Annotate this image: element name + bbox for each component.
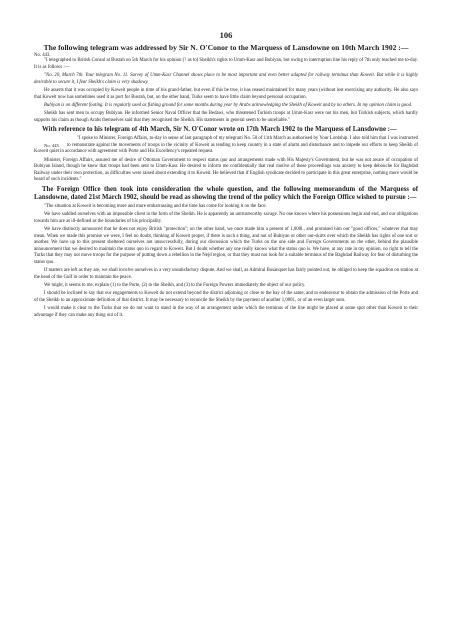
- section-heading: The Foreign Office then took into consideration the whole question, and the following memorandum of the Marquess of Lansdowne, dated 21st March 1902, should be read as showing the trend of the policy which the Foreign Office wished to pursue :—: [34, 185, 418, 202]
- section-memorandum-21-march: [34, 186, 418, 319]
- paragraph: "I telegraphed to British Consul at Busrah on 5th March for his opinion (? as to) Sheikh's rights to Umm-Kasr and Bubiyan, but owing to interruption line his reply of 7th only reached me to-day. It is as follows :—: [34, 58, 418, 70]
- paragraph: I should be inclined to say that our engagements to Koweit do not extend beyond the district adjoining or close to the bay of the same, and to endeavour to obtain the admission of the Porte and of the Sheikh to an approximate definition of that district. It may be necessary to reconcile the Sheikh by the payment of another 1,000l., or of an even larger sum.: [34, 291, 418, 303]
- paragraph: Bubiyan is on different footing. It is regularly used as fishing ground for some months during year by Arabs acknowledging the Sheikh of Koweit and by no others. In my opinion claim is good.: [44, 102, 413, 108]
- page-number: 106: [219, 30, 233, 40]
- document-number: No. 445.: [44, 143, 60, 149]
- section-letter-17-march: [34, 126, 418, 184]
- section-heading: The following telegram was addressed by Sir N. O'Conor to the Marquess of Lansdowne on 10th March 1902 :—: [43, 43, 409, 52]
- paragraph: We have distinctly announced that he does not enjoy British "protection"; on the other hand, we once made him a present of 1,000l., and promised him our "good offices," whatever that may mean. When we made this promise we were, I feel no doubt, thinking of Koweit proper, if there is such a thing, and not of Bubiyan or other out-skirts over which the Sheikh has rights of one sort or another. We have up to this present sheltered ourselves not unsuccessfully, during our discussion which the Turks on the one side and Foreign Governments on the other, behind the plausible announcement that we desired to maintain the status quo in regard to Koweit. But I doubt whether any one really knows what the status quo is. We have, at any rate in my opinion, no right to tell the Turks that they may not move troops for the purpose of putting down a rebellion in the Nejd region, or that they must not look for a suitable terminus of the Baghdad Railway for fear of disturbing the status quo.: [34, 227, 418, 265]
- section-heading: With reference to his telegram of 4th March, Sir N. O'Conor wrote on 17th March 1902 to the Marquess of Lansdowne :—: [42, 126, 397, 134]
- paragraph: Minister, Foreign Affairs, assured me of desire of Ottoman Government to respect status quo and arrangements made with His Majesty's Government, but he was not aware of occupation of Bubiyan Island, though he knew that troops had been sent to Umm-Kasr. He desired to inform me confidentially that real motive of these proceedings was anxiety to keep debouche for Baghdad Railway under their own protection, as difficulties were raised about extending it to Koweit. He believed that if English syndicate decided to participate in this great enterprise, nothing more would be heard of such incidents.": [34, 157, 418, 183]
- paragraph: "No. 20, March 7th. Your telegram No. 11. Survey of Umm-Kasr Channel shows place to be most important and even better adapted for railway terminus than Koweit. But while it is highly desirable to secure it, I fear Sheikh's claim is very shadowy.: [34, 73, 418, 85]
- paragraph: I would make it clear to the Turks that we do not want to stand in the way of an arrangement under which the terminus of the line might be placed at some spot other than Koweit to their advantage if they can make any thing out of it.: [34, 306, 418, 318]
- paragraph: We might, it seems to me, explain (1) to the Porte, (2) to the Sheikh, and (3) to the Foreign Powers immediately the object of our policy.: [44, 283, 306, 289]
- paragraph: He asserts that it was occupied by Koweit people in time of his grand-father, but even if this be true, it has ceased maintained for many years (without lost exercising any authority. He also says that Koweit now has sometimes used it as port for Busrah, but, on the other hand, Turks seem to have little claim beyond personal occupation.: [34, 88, 418, 100]
- document-number: No. 443.: [34, 52, 51, 58]
- paragraph: If matters are left as they are, we shall involve ourselves in a very unsatisfactory dispute. And we shall, as Admiral Bosanquet has fairly pointed out, be obliged to keep the squadron on station at the head of the Gulf in order to maintain the peace.: [34, 268, 418, 280]
- paragraph: "I spoke to Minister, Foreign Affairs, to-day in sense of last paragraph of my telegram No. 50 of 11th March as authorised by Your Lordship. I also told him that I was instructed to remonstrate against the movements of troops in the vicinity of Koweit as tending to keep country in a state of alarm and disturbance and to impede our efforts to keep Sheikh of Koweit quiet in accordance with agreement with Porte and His Excellency's repeated request.: [34, 136, 418, 155]
- paragraph: We have saddled ourselves with an impossible client in the form of the Sheikh. He is apparently an untrustworthy savage. No one knows where his possessions begin and end, and our obligations towards him are as ill-defined as the boundaries of his principality.: [34, 212, 418, 224]
- paragraph: Sheikh has sent men to occupy Bubiyan. He informed Senior Naval Officer that the Bedawi, who threatened Turkish troops at Umm-Kasr were not his men, but Turkish subjects, which hardly supports his claim as though Arabs themselves said that they recognised the Sheikh. His statements in general seem to be unreliable.": [34, 111, 418, 123]
- section-telegram-10-march: [34, 44, 418, 124]
- paragraph: "The situation at Koweit is becoming more and more embarrassing and the time has come for looking it on the face.: [44, 204, 267, 210]
